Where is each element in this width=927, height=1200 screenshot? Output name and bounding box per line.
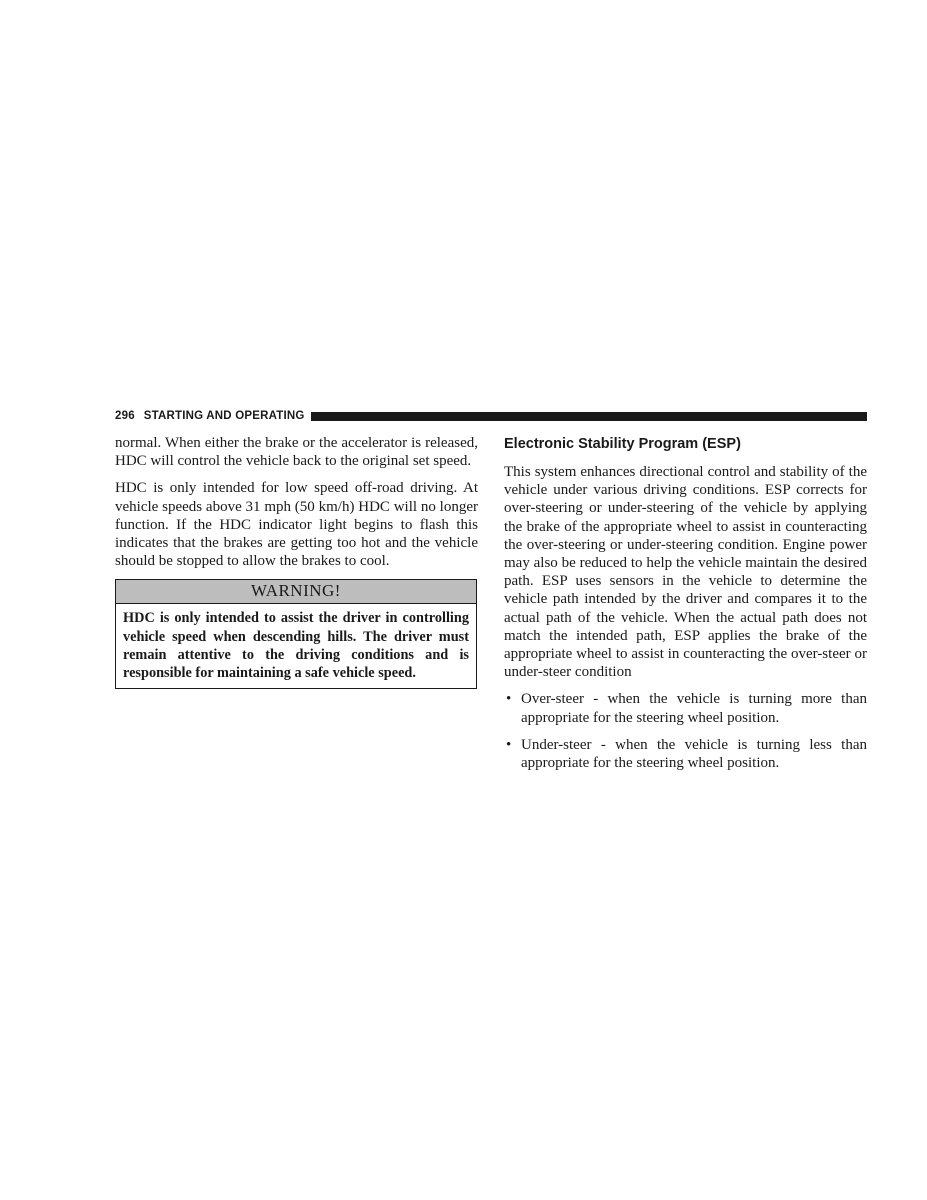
list-item-text: Over-steer - when the vehicle is turning more than appropriate for the steering wheel position. bbox=[521, 691, 867, 726]
esp-paragraph: This system enhances directional control and stability of the vehicle under various driving conditions. ESP corrects for over-steering or under-steering of the vehicle by applying the brake of the appropriate wheel to assist in counteracting the over-steering or under-steering condition. Engine power may also be reduced to help the vehicle maintain the desired path. ESP uses sensors in the vehicle to determine the vehicle path intended by the driver and compares it to the actual path of the vehicle. When the actual path does not match the intended path, ESP applies the brake of the appropriate wheel to assist in counteracting the over-steer or under-steer condition bbox=[504, 464, 867, 681]
esp-heading: Electronic Stability Program (ESP) bbox=[504, 436, 741, 452]
header-rule bbox=[311, 412, 867, 421]
warning-text: HDC is only intended to assist the driver in controlling vehicle speed when descending hills. The driver must remain attentive to the driving conditions and is responsible for maintaining a safe vehicle speed. bbox=[123, 610, 469, 682]
list-item-text: Under-steer - when the vehicle is turning less than appropriate for the steering wheel position. bbox=[521, 736, 867, 772]
page-number: 296 bbox=[115, 410, 135, 422]
hdc-paragraph-2: HDC is only intended for low speed off-road driving. At vehicle speeds above 31 mph (50 km/h) HDC will no longer function. If the HDC indicator light begins to flash this indicates that the brakes are getting too hot and the vehicle should be stopped to allow the brakes to cool. bbox=[115, 480, 478, 570]
section-title: STARTING AND OPERATING bbox=[143, 410, 305, 422]
hdc-paragraph-1: normal. When either the brake or the accelerator is released, HDC will control the vehicle back to the original set speed. bbox=[115, 435, 478, 470]
warning-box bbox=[115, 579, 477, 689]
list-item bbox=[504, 690, 867, 726]
warning-title: WARNING! bbox=[116, 580, 476, 604]
bullet-icon: • bbox=[506, 691, 512, 708]
right-column bbox=[504, 434, 867, 781]
left-column bbox=[115, 434, 478, 689]
esp-bullet-list bbox=[504, 690, 867, 772]
list-item bbox=[504, 736, 867, 772]
page-header bbox=[115, 409, 867, 423]
bullet-icon: • bbox=[506, 736, 512, 753]
